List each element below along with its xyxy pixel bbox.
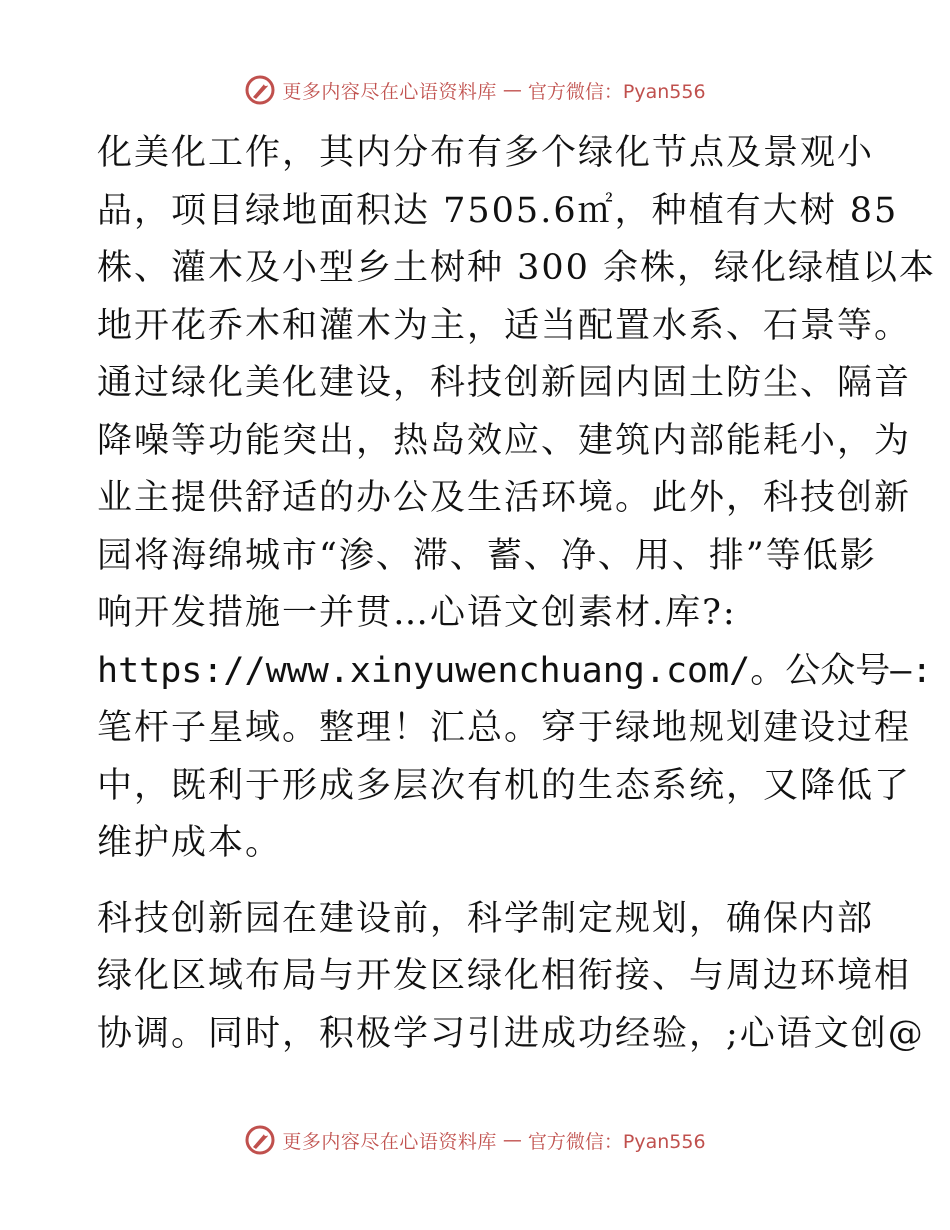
header-banner (0, 70, 950, 110)
text-line: 园将海绵城市“渗、滞、蓄、净、用、排”等低影 (97, 535, 877, 576)
text-line: 化美化工作，其内分布有多个绿化节点及景观小 (97, 133, 875, 173)
text-line: 维护成本。 (97, 823, 283, 863)
paragraph-gap (97, 873, 857, 891)
paragraph (97, 125, 937, 873)
footer-banner (0, 1120, 950, 1160)
pen-logo-icon (244, 74, 276, 106)
text-line: 中，既利于形成多层次有机的生态系统，又降低了 (97, 765, 912, 806)
url-line: https://www.xinyuwenchuang.com/。公众号—: (97, 650, 933, 691)
footer-label: 更多内容尽在心语资料库 (282, 1130, 497, 1153)
text-line: 响开发措施一并贯…心语文创素材.库?: (97, 593, 737, 633)
text-line: 地开花乔木和灌木为主，适当配置水系、石景等。 (97, 305, 912, 346)
footer-dash: — (502, 1129, 522, 1151)
pen-logo-icon (244, 1124, 276, 1156)
text-line: 笔杆子星域。整理！汇总。穿于绿地规划建设过程 (97, 708, 912, 748)
footer-wechat: 官方微信：Pyan556 (527, 1130, 706, 1153)
document-body (97, 125, 937, 1063)
text-line: 绿化区域布局与开发区绿化相衔接、与周边环境相 (97, 956, 912, 996)
text-line: 业主提供舒适的办公及生活环境。此外，科技创新 (97, 478, 912, 518)
header-dash: — (502, 79, 522, 101)
text-line: 协调。同时，积极学习引进成功经验，;心语文创@ (97, 1013, 925, 1054)
text-line: 品，项目绿地面积达 7505.6㎡，种植有大树 85 (97, 190, 899, 231)
header-label: 更多内容尽在心语资料库 (282, 80, 497, 103)
text-line: 科技创新园在建设前，科学制定规划，确保内部 (97, 898, 875, 939)
paragraph (97, 891, 925, 1064)
text-line: 株、灌木及小型乡土树种 300 余株，绿化绿植以本 (97, 248, 937, 288)
text-line: 通过绿化美化建设，科技创新园内固土防尘、隔音 (97, 363, 912, 403)
header-wechat: 官方微信：Pyan556 (527, 80, 706, 103)
text-line: 降噪等功能突出，热岛效应、建筑内部能耗小，为 (97, 420, 912, 461)
